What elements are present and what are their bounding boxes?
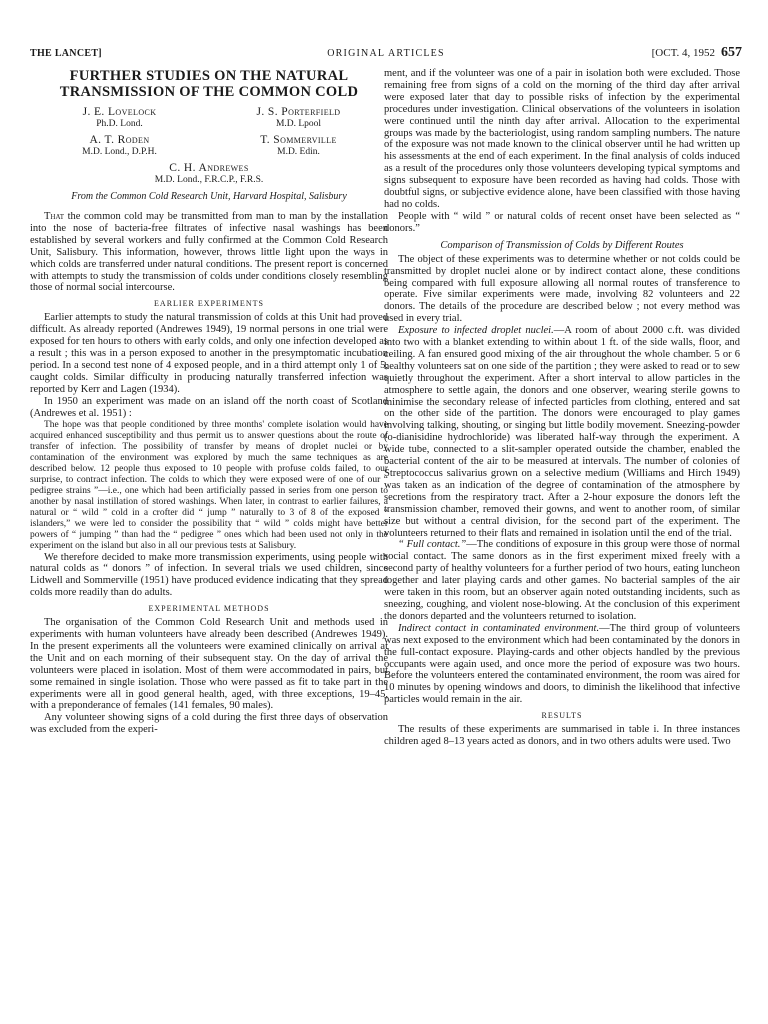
body-paragraph: Any volunteer showing signs of a cold during the first three days of observation was excluded from the experi- bbox=[30, 712, 388, 736]
author-name: J. S. Porterfield bbox=[256, 106, 341, 118]
droplet-text: —A room of about 2000 c.ft. was divided into two with a blanket extending to within about 1 ft. of the side walls, floor, and ceiling. A fan ensured good mixing of the air throughout the whole chamber. 5 or 6 healthy volunteers sat on one side of the partition ; they were asked to read or to sew quietly throughout the experiment. After a short interval to allow particles in the atmosphere to settle again, the donors and one observer, wearing sterile gowns to minimise the secondary release of infected particles from clothing, entered and sat on the other side of the partition. The donors were encouraged to play games involving talking, shouting, or singing but little bodily movement. Sneezing-powder (o-dianisidine hydrochloride) was liberated half-way through the experiment. A wide tube, connected to a slit-sampler operated outside the chamber, enabled the bacterial content of the air to be measured at intervals. The number of colonies of Streptococcus salivarius grown on a selective medium (Williams and Hirch 1949) was taken as an indication of the degree of contamination of the atmosphere by secretions from the respiratory tract. After a 2-hour exposure the donors left the transmission chamber, removed their gowns, and went to another room, of similar size but without a central division, for the second part of the experiment. The volunteers returned to their flats and remained in isolation until the end of the trial. bbox=[384, 325, 741, 539]
body-paragraph: Earlier attempts to study the natural transmission of colds at this Unit had proved difficult. As already reported (Andrewes 1949), 19 normal persons in one trial were exposed for ten hours to others with early colds, and only one infection developed as a result ; this was in a person exposed to another in the presymptomatic incubation period. In a second test none of 4 exposed people, and in a third attempt only 1 of 5, caught colds. Similar difficulty in producing naturally transferred infection was reported by Kerr and Lagen (1934). bbox=[30, 312, 388, 395]
block-quote: The hope was that people conditioned by three months' complete isolation would have acquired enhanced susceptibility and thus permit us to answer questions about the route of transfer of infection. The possibility of transfer by means of droplet nuclei or by contamination of the environment was explored by much the same techniques as are described below. 12 people thus exposed to 10 people with profuse colds failed, to our surprise, to contract infection. The colds to which they were exposed were of one of our “ pedigree strains ”—i.e., one which had been artificially passed in series from one person to another by nasal instillation of stored washings. When later, in contrast to earlier failures, a natural or “ wild ” cold in a crofter did “ jump ” naturally to 3 of 8 of the exposed “ islanders,” we were led to consider the possibility that “ wild ” colds might have better powers of “ jumping ” than had the “ pedigree ” ones which had been used not only in the experiment on the island but also in all our previous tests at Salisbury. bbox=[30, 419, 388, 551]
section-heading-results: RESULTS bbox=[541, 711, 583, 721]
indirect-contact-paragraph bbox=[384, 623, 740, 706]
intro-text: the common cold may be transmitted from man to man by the installation into the nose of bacteria-free filtrates of infective nasal washings has been established by several workers and fully confirmed at the Common Cold Research Unit, Salisbury. This information, however, throws little light upon the ways in which colds are transferred under natural conditions. The present report is concerned with attempts to study the transmission of colds under conditions closely resembling those of normal social intercourse. bbox=[30, 211, 388, 294]
journal-name: THE LANCET] bbox=[30, 48, 102, 59]
subsection-heading-comparison: Comparison of Transmission of Colds by Different Routes bbox=[440, 239, 684, 251]
section-heading-earlier: EARLIER EXPERIMENTS bbox=[154, 299, 264, 309]
section-name: ORIGINAL ARTICLES bbox=[327, 48, 445, 59]
article-title bbox=[30, 68, 388, 100]
indirect-contact-text: —The third group of volunteers was next exposed to the environment which had been contaminated by the donors in the full-contact exposure. Playing-cards and other objects handled by the previous occupants were again used, and once more the period of exposure was two hours. Before the volunteers entered the contaminated environment, the room was aired for 10 minutes by opening windows and doors, to diminish the likelihood that infective particles would remain in the air. bbox=[384, 622, 740, 706]
body-paragraph: We therefore decided to make more transmission experiments, using people with natural colds as “ donors ” of infection. In several trials we used children, since Lidwell and Sommerville (1951) have produced evidence indicating that they spread colds more readily than do adults. bbox=[30, 551, 388, 599]
page-number: 657 bbox=[721, 45, 742, 60]
author-name: C. H. Andrewes bbox=[169, 162, 249, 174]
droplet-runin-heading: Exposure to infected droplet nuclei. bbox=[398, 325, 554, 337]
left-column bbox=[30, 68, 388, 736]
body-paragraph: ment, and if the volunteer was one of a pair in isolation both were excluded. Those remaining free from signs of a cold on the morning of the third day after arrival were exposed later that day to possible risks of infection by the experimental procedures under investigation. Clinical observations of the volunteers in isolation were continued until the ninth day after arrival. Allocation to the experimental groups was made by the bacteriologist, using random sampling numbers. The nature of the exposure was not made known to the clinical observer until he had written up his assessments at the end of each experiment. In the final analysis of colds induced as a result of the procedures only those volunteers developing typical symptoms and signs subsequent to exposure have been recorded as having had colds. Those with doubtful signs, or subjective evidence alone, have been classified with those having had no colds. bbox=[384, 68, 740, 210]
author-name: J. E. Lovelock bbox=[82, 106, 157, 118]
indirect-contact-runin-heading: Indirect contact in contaminated environment. bbox=[398, 622, 600, 634]
affiliation: From the Common Cold Research Unit, Harvard Hospital, Salisbury bbox=[71, 191, 347, 202]
body-paragraph: The organisation of the Common Cold Research Unit and methods used in experiments with human volunteers have already been described (Andrewes 1949). In the present experiments all the volunteers were examined clinically on arrival at the Unit and on each morning of their subsequent stay. On the day of arrival the volunteers were placed in isolation. Most of them were accommodated in pairs, but some remained in single isolation. Those who were passed as fit to take part in the experiments were all in good general health, aged, with three exceptions, 19–45, with a preponderance of females (141 females, 90 males). bbox=[30, 617, 388, 712]
issue-date-page bbox=[652, 45, 742, 61]
body-paragraph: The results of these experiments are summarised in table i. In three instances children aged 8–13 years acted as donors, and in two others adults were used. Two bbox=[384, 724, 740, 748]
title-line-2: TRANSMISSION OF THE COMMON COLD bbox=[59, 84, 359, 100]
author-degrees: M.D. Lpool bbox=[275, 119, 322, 129]
author bbox=[209, 106, 388, 130]
author bbox=[209, 134, 388, 158]
author-degrees: M.D. Lond., D.P.H. bbox=[82, 147, 157, 157]
author bbox=[30, 162, 388, 186]
intro-lead-word: That bbox=[44, 211, 65, 222]
full-contact-paragraph bbox=[384, 539, 740, 622]
author-degrees: Ph.D. Lond. bbox=[96, 119, 143, 129]
author-degrees: M.D. Edin. bbox=[277, 147, 320, 157]
title-line-1: FURTHER STUDIES ON THE NATURAL bbox=[69, 68, 349, 84]
issue-date: [OCT. 4, 1952 bbox=[651, 47, 715, 59]
running-head bbox=[30, 46, 742, 64]
author-name: A. T. Roden bbox=[89, 134, 150, 146]
full-contact-text: —The conditions of exposure in this group were those of normal social contact. The same donors as in the first experiment mixed freely with a second party of healthy volunteers for a further period of two hours, eating luncheon together and later playing cards and other games. No bacterial samples of the air were taken in this room, but an observer again noted outstanding incidents, such as sneezing, coughing, and violent nose-blowing. At the conclusion of this experiment the donors departed and the volunteers returned to isolation. bbox=[384, 539, 741, 622]
author-name: T. Sommerville bbox=[260, 134, 337, 146]
author-grid bbox=[30, 106, 388, 158]
intro-paragraph bbox=[30, 211, 388, 294]
body-paragraph: The object of these experiments was to determine whether or not colds could be transmitted by droplet nuclei alone or by indirect contact alone, these conditions being compared with full exposure allowing all normal routes of transference to operate. Five similar experiments were made, involving 82 volunteers and 22 donors. The details of the procedure are described below ; not every method was used in every trial. bbox=[384, 253, 740, 325]
body-paragraph: People with “ wild ” or natural colds of recent onset have been selected as “ donors.” bbox=[384, 210, 740, 234]
droplet-paragraph bbox=[384, 325, 740, 539]
author-degrees: M.D. Lond., F.R.C.P., F.R.S. bbox=[154, 175, 264, 185]
author bbox=[30, 134, 209, 158]
right-column bbox=[384, 68, 740, 748]
full-contact-runin-heading: “ Full contact.” bbox=[398, 539, 467, 551]
section-heading-methods: EXPERIMENTAL METHODS bbox=[148, 604, 270, 614]
body-paragraph: In 1950 an experiment was made on an island off the north coast of Scotland (Andrewes et al. 1951) : bbox=[30, 395, 388, 419]
author bbox=[30, 106, 209, 130]
